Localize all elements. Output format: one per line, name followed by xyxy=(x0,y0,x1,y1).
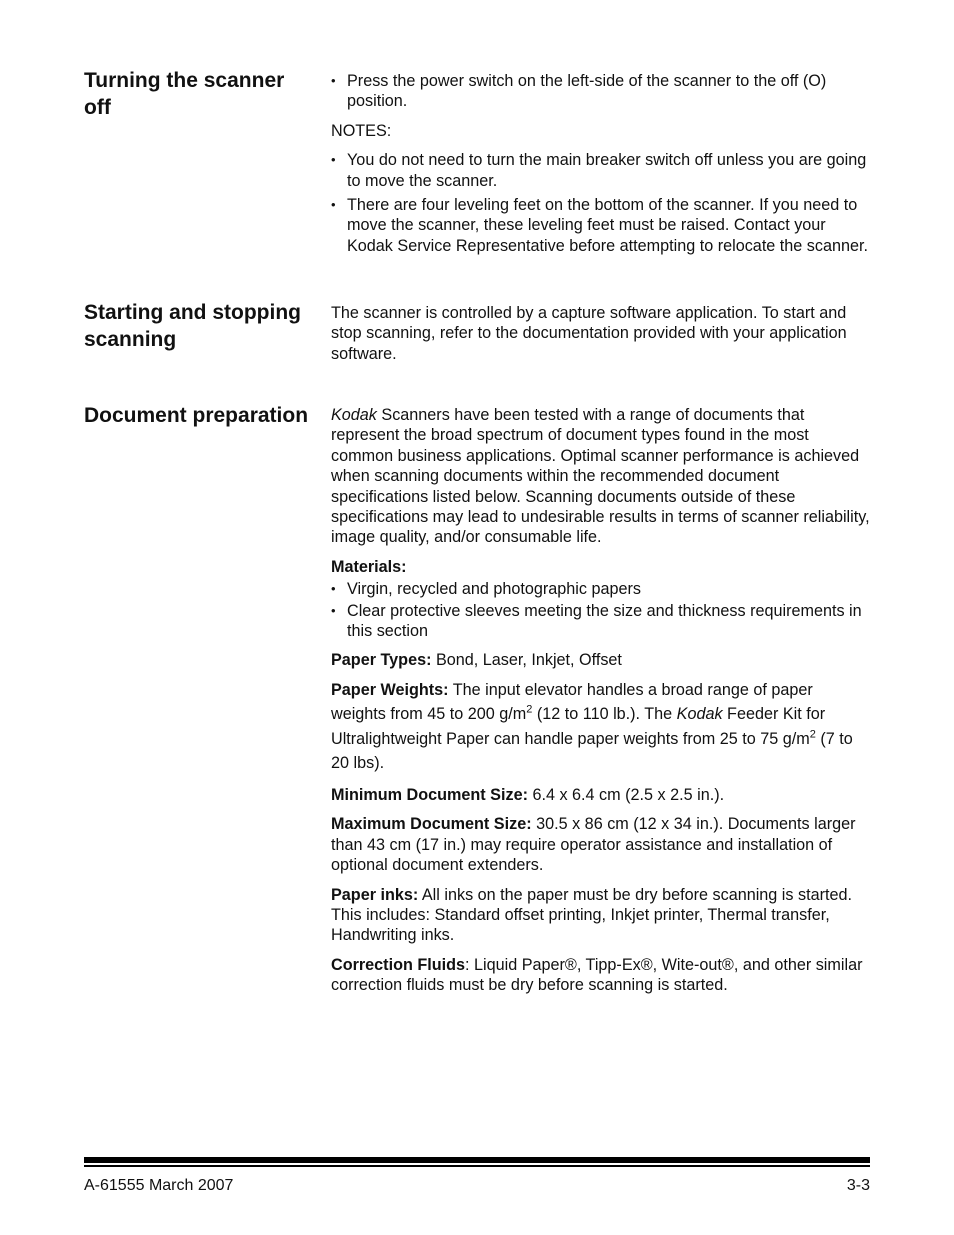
body-turning-off xyxy=(331,71,870,265)
list-item: • You do not need to turn the main breaker switch off unless you are going to move the scanner. xyxy=(331,150,870,191)
heading-turning-off: Turning the scanner off xyxy=(84,69,285,119)
list-item: • Clear protective sleeves meeting the size and thickness requirements in this section xyxy=(331,601,870,642)
correction-fluids-paragraph: Correction Fluids: Liquid Paper®, Tipp-Ex®, Wite-out®, and other similar correction fluids must be dry before scanning is started. xyxy=(331,955,863,995)
intro-paragraph: Kodak Scanners have been tested with a range of documents that represent the broad spectrum of document types found in the most common business applications. Optimal scanner performance is achieved when scanning documents within the recommended document specifications listed below. Scanning documents outside of these specifications may lead to undesirable results in terms of scanner reliability, image quality, and/or consumable life. xyxy=(331,406,870,547)
notes-label: NOTES: xyxy=(331,121,392,140)
heading-doc-prep: Document preparation xyxy=(84,404,309,427)
notes-list xyxy=(331,150,870,256)
list-item: • Press the power switch on the left-side of the scanner to the off (O) position. xyxy=(331,71,870,112)
max-size-label: Maximum Document Size: xyxy=(331,815,532,834)
correction-fluids-label: Correction Fluids xyxy=(331,955,466,974)
paper-types-paragraph: Paper Types: Bond, Laser, Inkjet, Offset xyxy=(331,651,622,670)
paragraph: The scanner is controlled by a capture software application. To start and stop scanning, refer to the documentation provided with your application software. xyxy=(331,304,847,363)
body-doc-prep xyxy=(331,405,870,1005)
materials-label: Materials: xyxy=(331,557,407,576)
footer-doc-id: A-61555 March 2007 xyxy=(84,1177,234,1194)
list-item: • Virgin, recycled and photographic papers xyxy=(331,579,870,599)
max-size-paragraph: Maximum Document Size: 30.5 x 86 cm (12 x 34 in.). Documents larger than 43 cm (17 in.) may require operator assistance and installation of optional document extenders. xyxy=(331,815,856,875)
bullet-list xyxy=(331,71,870,112)
heading-start-stop: Starting and stopping scanning xyxy=(84,301,301,351)
materials-list xyxy=(331,579,870,641)
paper-types-label: Paper Types: xyxy=(331,651,432,670)
list-item: • There are four leveling feet on the bottom of the scanner. If you need to move the scanner, these leveling feet must be raised. Contact your Kodak Service Representative before attempting to relocate the scanner. xyxy=(331,195,870,256)
body-start-stop xyxy=(331,303,870,373)
footer-rule-thin xyxy=(84,1165,870,1167)
footer-rule-thick xyxy=(84,1157,870,1163)
paper-weights-paragraph: Paper Weights: The input elevator handles a broad range of paper weights from 45 to 200 $g/m^2$ (12 to 110 lb.). The Kodak Feeder Kit for Ultralightweight Paper can handle paper weights from 25 to 75 $g/m^2$ (7 to 20 lbs). xyxy=(331,680,853,773)
min-size-label: Minimum Document Size: xyxy=(331,785,528,804)
min-size-paragraph: Minimum Document Size: 6.4 x 6.4 cm (2.5 x 2.5 in.). xyxy=(331,785,725,804)
footer-page-number: 3-3 xyxy=(846,1177,870,1194)
paper-inks-label: Paper inks: xyxy=(331,885,419,904)
brand-name: Kodak xyxy=(676,705,723,724)
brand-name: Kodak xyxy=(331,406,377,424)
paper-inks-paragraph: Paper inks: All inks on the paper must be dry before scanning is started. This includes: Standard offset printing, Inkjet printer, Thermal transfer, Handwriting inks. xyxy=(331,885,852,945)
paper-weights-label: Paper Weights: xyxy=(331,680,449,699)
